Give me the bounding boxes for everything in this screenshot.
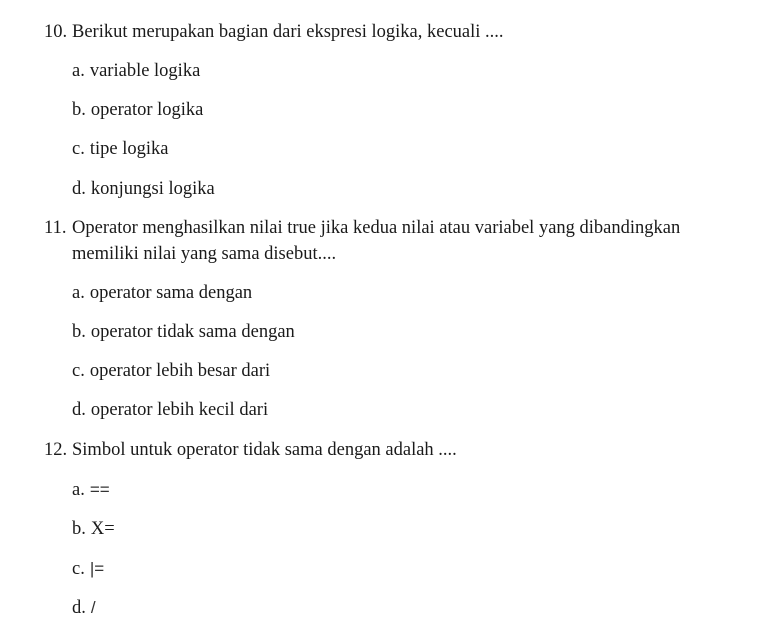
option-text: /	[90, 598, 96, 617]
option-text: tipe logika	[89, 139, 169, 159]
option-11-c	[72, 360, 270, 382]
option-10-b	[72, 99, 203, 121]
question-10	[44, 21, 504, 43]
question-text: Simbol untuk operator tidak sama dengan adalah ....	[72, 440, 457, 460]
option-11-a	[72, 282, 252, 304]
option-letter: d.	[72, 179, 86, 199]
option-12-b	[72, 518, 115, 540]
option-10-c	[72, 138, 168, 160]
option-text: konjungsi logika	[90, 179, 215, 199]
option-text: operator lebih kecil dari	[90, 400, 269, 420]
option-letter: c.	[72, 361, 85, 381]
option-letter: a.	[72, 61, 85, 81]
option-10-d	[72, 178, 215, 200]
option-11-b	[72, 321, 295, 343]
option-text: operator tidak sama dengan	[90, 322, 295, 342]
option-letter: d.	[72, 400, 86, 420]
option-12-d	[72, 597, 96, 619]
option-letter: b.	[72, 322, 86, 342]
option-11-d	[72, 399, 268, 421]
option-text: |=	[89, 559, 105, 578]
option-letter: d.	[72, 598, 86, 618]
option-letter: a.	[72, 283, 85, 303]
option-text: variable logika	[89, 61, 201, 81]
question-number: 10.	[44, 22, 68, 42]
question-text: Berikut merupakan bagian dari ekspresi logika, kecuali ....	[72, 22, 504, 42]
option-letter: b.	[72, 100, 86, 120]
option-text: ==	[89, 480, 110, 499]
option-letter: b.	[72, 519, 86, 539]
question-number: 12.	[44, 440, 68, 460]
option-10-a	[72, 60, 200, 82]
option-letter: c.	[72, 559, 85, 579]
option-text: operator lebih besar dari	[89, 361, 271, 381]
question-11	[44, 217, 680, 239]
question-text: Operator menghasilkan nilai true jika kedua nilai atau variabel yang dibandingkan	[72, 218, 681, 238]
option-text: X=	[90, 519, 115, 539]
question-12	[44, 439, 457, 461]
question-11-continuation: memiliki nilai yang sama disebut....	[72, 244, 337, 264]
option-text: operator sama dengan	[89, 283, 253, 303]
question-number: 11.	[44, 218, 67, 238]
option-letter: a.	[72, 480, 85, 500]
option-12-c	[72, 558, 104, 580]
option-letter: c.	[72, 139, 85, 159]
option-12-a	[72, 479, 110, 501]
option-text: operator logika	[90, 100, 204, 120]
